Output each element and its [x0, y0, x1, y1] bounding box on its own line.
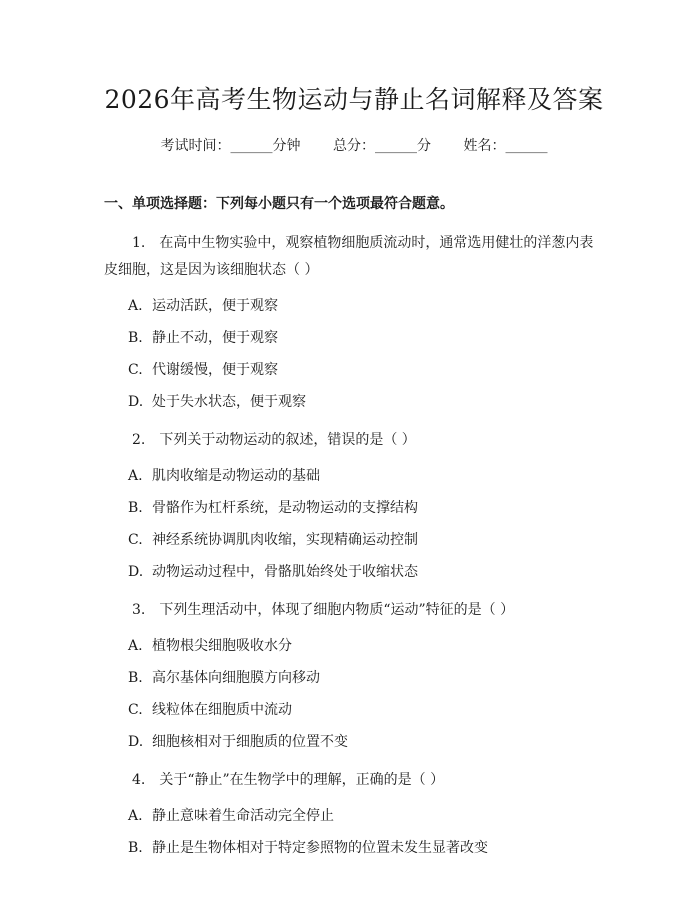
- option-letter: C.: [128, 362, 143, 378]
- option-text: 线粒体在细胞质中流动: [152, 702, 292, 718]
- question-3-option-a: [104, 636, 604, 656]
- exam-time-field: 考试时间：______分钟: [160, 138, 301, 154]
- total-score-field: 总分：______分: [333, 138, 431, 154]
- option-letter: D.: [128, 564, 144, 580]
- question-4-option-b: [104, 838, 604, 858]
- option-text: 植物根尖细胞吸收水分: [152, 638, 292, 654]
- option-text: 处于失水状态，便于观察: [152, 394, 306, 410]
- option-text: 动物运动过程中，骨骼肌始终处于收缩状态: [152, 564, 418, 580]
- question-4-option-a: [104, 806, 604, 826]
- question-1-option-c: [104, 360, 604, 380]
- option-text: 运动活跃，便于观察: [152, 298, 278, 314]
- question-2-option-d: [104, 562, 604, 582]
- option-text: 静止不动，便于观察: [152, 330, 278, 346]
- page-title: 2026年高考生物运动与静止名词解释及答案: [104, 85, 604, 114]
- question-1-option-a: [104, 296, 604, 316]
- option-letter: C.: [128, 532, 143, 548]
- option-letter: B.: [128, 330, 143, 346]
- option-text: 细胞核相对于细胞质的位置不变: [152, 734, 348, 750]
- question-1-option-b: [104, 328, 604, 348]
- option-text: 神经系统协调肌肉收缩，实现精确运动控制: [152, 532, 418, 548]
- option-letter: A.: [128, 468, 143, 484]
- option-letter: A.: [128, 298, 143, 314]
- option-letter: B.: [128, 500, 143, 516]
- question-3-option-b: [104, 668, 604, 688]
- question-2-option-b: [104, 498, 604, 518]
- question-1: 1. 在高中生物实验中，观察植物细胞质流动时，通常选用健壮的洋葱内表皮细胞，这是因为该细胞状态（ ）: [104, 235, 594, 278]
- option-letter: C.: [128, 702, 143, 718]
- option-letter: D.: [128, 734, 144, 750]
- name-field: 姓名：______: [463, 138, 548, 154]
- section-heading: 一、单项选择题：下列每小题只有一个选项最符合题意。: [104, 196, 454, 212]
- option-letter: A.: [128, 808, 143, 824]
- option-text: 静止是生物体相对于特定参照物的位置未发生显著改变: [152, 840, 488, 856]
- option-text: 高尔基体向细胞膜方向移动: [152, 670, 320, 686]
- question-3-option-d: [104, 732, 604, 752]
- option-text: 代谢缓慢，便于观察: [152, 362, 278, 378]
- question-2: 2. 下列关于动物运动的叙述，错误的是（ ）: [132, 432, 416, 448]
- option-letter: B.: [128, 840, 143, 856]
- question-2-option-c: [104, 530, 604, 550]
- question-3-option-c: [104, 700, 604, 720]
- option-text: 肌肉收缩是动物运动的基础: [152, 468, 320, 484]
- option-letter: D.: [128, 394, 144, 410]
- option-letter: B.: [128, 670, 143, 686]
- option-letter: A.: [128, 638, 143, 654]
- option-text: 骨骼作为杠杆系统，是动物运动的支撑结构: [152, 500, 418, 516]
- option-text: 静止意味着生命活动完全停止: [152, 808, 334, 824]
- exam-info: [104, 136, 604, 156]
- question-2-option-a: [104, 466, 604, 486]
- question-4: 4. 关于“静止”在生物学中的理解，正确的是（ ）: [132, 772, 445, 788]
- question-1-option-d: [104, 392, 604, 412]
- question-3: 3. 下列生理活动中，体现了细胞内物质“运动”特征的是（ ）: [132, 602, 515, 618]
